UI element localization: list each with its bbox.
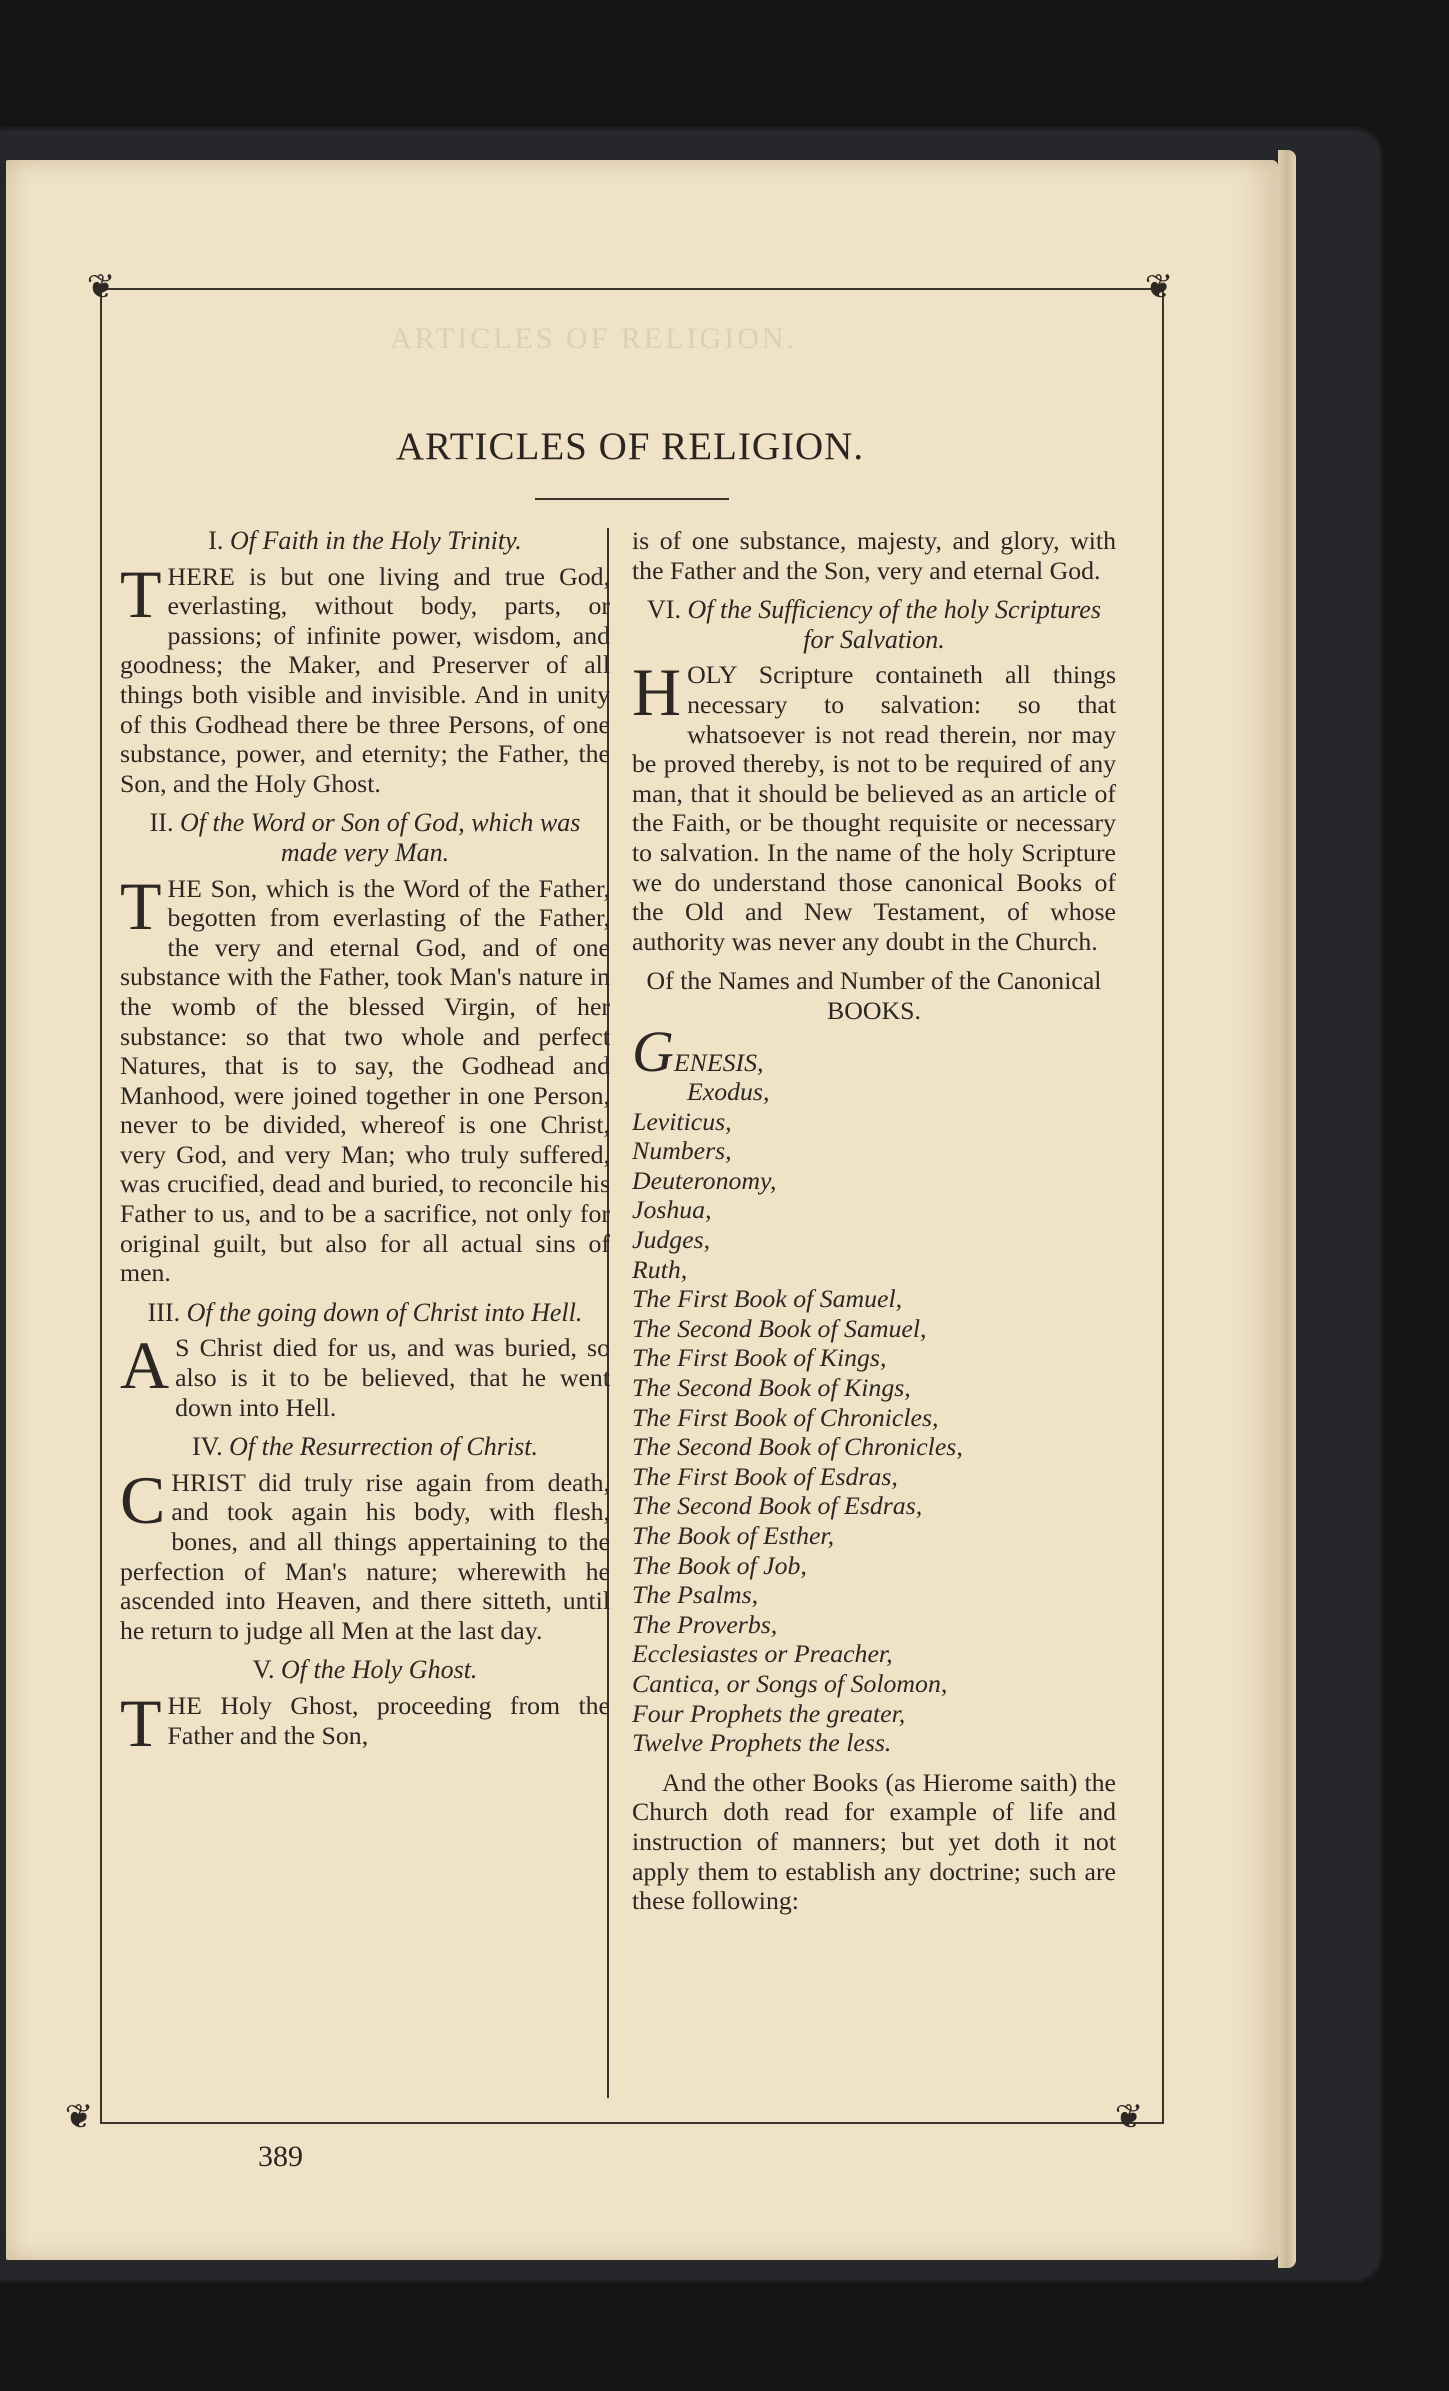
article-heading: IV. Of the Resurrection of Christ. bbox=[192, 1432, 538, 1462]
book-list-item: The Book of Esther, bbox=[632, 1521, 835, 1550]
book-list-item: Deuteronomy, bbox=[632, 1165, 777, 1195]
article-6 bbox=[632, 595, 1116, 956]
book-list-item: Ruth, bbox=[632, 1254, 688, 1284]
article-text: THE Holy Ghost, proceeding from the Father and the Son, bbox=[120, 1684, 610, 1761]
corner-ornament-icon: ❦ bbox=[1144, 267, 1174, 307]
show-through-text: ARTICLES OF RELIGION. bbox=[390, 322, 798, 355]
book-list-item: Joshua, bbox=[632, 1195, 712, 1225]
book-list-item: The Second Book of Samuel, bbox=[632, 1313, 927, 1343]
book-list-item: Numbers, bbox=[632, 1136, 732, 1166]
book-list-item: GENESIS, bbox=[632, 1018, 764, 1084]
book-list-item: Exodus, bbox=[687, 1077, 770, 1107]
article-heading: VI. Of the Sufficiency of the holy Scriptures for Salvation. bbox=[647, 595, 1101, 654]
left-column bbox=[120, 526, 610, 1760]
books-heading: Of the Names and Number of the Canonical BOOKS. bbox=[646, 966, 1102, 1025]
corner-ornament-icon: ❦ bbox=[1114, 2097, 1144, 2137]
book-list-item: Leviticus, bbox=[632, 1106, 732, 1136]
book-list-item: The First Book of Esdras, bbox=[632, 1461, 898, 1491]
article-text: CHRIST did truly rise again from death, and took again his body, with flesh, bones, and all things appertaining to the perfection of Man's nature; wherewith he ascended into Heaven, and there sitteth, until he return to judge all Men at the last day. bbox=[120, 1461, 610, 1645]
book-list-item: Four Prophets the greater, bbox=[632, 1698, 906, 1728]
book-list-item: Twelve Prophets the less. bbox=[632, 1728, 892, 1758]
book-list-item: The Second Book of Esdras, bbox=[632, 1491, 923, 1521]
article-heading: II. Of the Word or Son of God, which was made very Man. bbox=[149, 808, 581, 867]
article-3 bbox=[120, 1298, 610, 1422]
article-5 bbox=[120, 1655, 610, 1761]
article-1 bbox=[120, 526, 610, 798]
article-text: AS Christ died for us, and was buried, so also is it to be believed, that he went down into Hell. bbox=[120, 1327, 610, 1422]
article-heading: V. Of the Holy Ghost. bbox=[252, 1655, 478, 1685]
title-rule bbox=[535, 498, 729, 500]
book-list-item: The Proverbs, bbox=[632, 1609, 778, 1639]
book-list-item: Judges, bbox=[632, 1225, 711, 1255]
book-list-item: The First Book of Chronicles, bbox=[632, 1402, 939, 1432]
book-list-item: Ecclesiastes or Preacher, bbox=[632, 1639, 893, 1669]
page-title: ARTICLES OF RELIGION. bbox=[395, 425, 865, 468]
article-heading: I. Of Faith in the Holy Trinity. bbox=[208, 526, 522, 555]
book-list-item: Cantica, or Songs of Solomon, bbox=[632, 1668, 948, 1698]
corner-ornament-icon: ❦ bbox=[86, 267, 116, 307]
article-2 bbox=[120, 808, 610, 1288]
book-list-item: The Psalms, bbox=[632, 1580, 759, 1610]
page-number: 389 bbox=[258, 2140, 303, 2173]
book-list-item: The Second Book of Chronicles, bbox=[632, 1432, 963, 1462]
book-list-item: The First Book of Kings, bbox=[632, 1343, 887, 1373]
canonical-books-list bbox=[632, 1018, 1116, 1758]
article-text: HOLY Scripture containeth all things necessary to salvation: so that whatsoever is not read therein, nor may be proved thereby, is not to be required of any man, that it should be believed as an article of the Faith, or be thought requisite or necessary to salvation. In the name of the holy Scripture we do understand those canonical Books of the Old and New Testament, of whose authority was never any doubt in the Church. bbox=[632, 654, 1116, 956]
article-text: THE Son, which is the Word of the Father, begotten from everlasting of the Father, the very and eternal God, and of one substance with the Father, took Man's nature in the womb of the blessed Virgin, of her substance: so that two whole and perfect Natures, that is to say, the Godhead and Manhood, were joined together in one Person, never to be divided, whereof is one Christ, very God, and very Man; who truly suffered, was crucified, dead and buried, to reconcile his Father to us, and to be a sacrifice, not only for original guilt, but also for all actual sins of men. bbox=[120, 867, 610, 1288]
corner-ornament-icon: ❦ bbox=[64, 2097, 94, 2137]
right-column bbox=[632, 526, 1116, 1926]
book-list-item: The Book of Job, bbox=[632, 1550, 807, 1580]
article-heading: III. Of the going down of Christ into Hell. bbox=[147, 1297, 583, 1327]
article-text: THERE is but one living and true God, everlasting, without body, parts, or passions; of infinite power, wisdom, and goodness; the Maker, and Preserver of all things both visible and invisible. And in unity of this Godhead there be three Persons, of one substance, power, and eternity; the Father, the Son, and the Holy Ghost. bbox=[120, 555, 610, 798]
article-5-continuation: is of one substance, majesty, and glory, with the Father and the Son, very and eternal God. bbox=[632, 526, 1116, 585]
book-list-item: The First Book of Samuel, bbox=[632, 1284, 903, 1314]
article-4 bbox=[120, 1432, 610, 1645]
closing-paragraph: And the other Books (as Hierome saith) the Church doth read for example of life and instruction of manners; but yet doth it not apply them to establish any doctrine; such are these following: bbox=[632, 1767, 1116, 1916]
book-list-item: The Second Book of Kings, bbox=[632, 1373, 911, 1403]
page-edges bbox=[1278, 150, 1296, 2268]
